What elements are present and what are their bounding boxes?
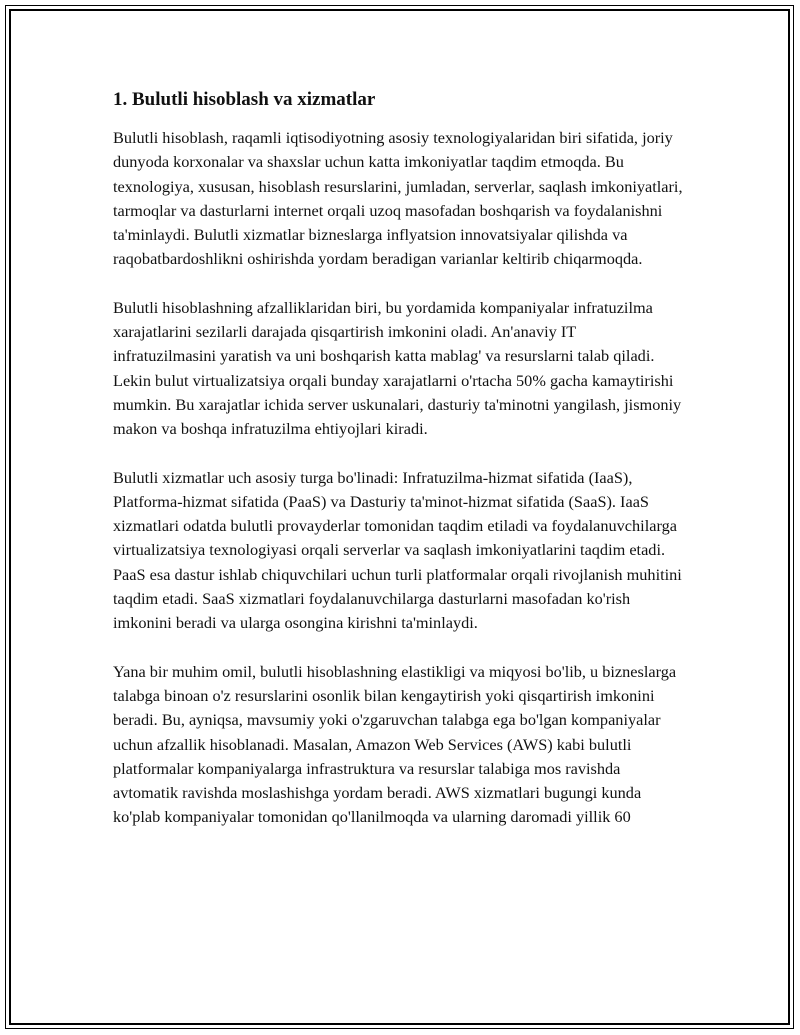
document-body bbox=[113, 88, 683, 854]
section-heading: 1. Bulutli hisoblash va xizmatlar bbox=[113, 89, 376, 110]
paragraph-3: Bulutli xizmatlar uch asosiy turga bo'linadi: Infratuzilma-hizmat sifatida (IaaS), Platforma-hizmat sifatida (PaaS) va Dasturiy ta'minot-hizmat sifatida (SaaS). IaaS xizmatlari odatda bulutli provayderlar tomonidan taqdim etiladi va foydalanuvchilarga virtualizatsiya texnologiyasi orqali serverlar va saqlash imkoniyatlarini taqdim etadi. PaaS esa dastur ishlab chiquvchilari uchun turli platformalar orqali rivojlanish muhitini taqdim etadi. SaaS xizmatlari foydalanuvchilarga dasturlarni masofadan ko'rish imkonini beradi va ularga osongina kirishni ta'minlaydi. bbox=[113, 467, 682, 633]
paragraph-4: Yana bir muhim omil, bulutli hisoblashning elastikligi va miqyosi bo'lib, u bizneslarga talabga binoan o'z resurslarini osonlik bilan kengaytirish yoki qisqartirish imkonini beradi. Bu, ayniqsa, mavsumiy yoki o'zgaruvchan talabga ega bo'lgan kompaniyalar uchun afzallik hisoblanadi. Masalan, Amazon Web Services (AWS) kabi bulutli platformalar kompaniyalarga infrastruktura va resurslar talabiga mos ravishda avtomatik ravishda moslashishga yordam beradi. AWS xizmatlari bugungi kunda ko'plab kompaniyalar tomonidan qo'llanilmoqda va ularning daromadi yillik 60 bbox=[113, 661, 677, 827]
paragraph-1: Bulutli hisoblash, raqamli iqtisodiyotning asosiy texnologiyalaridan biri sifatida, joriy dunyoda korxonalar va shaxslar uchun katta imkoniyatlar taqdim etmoqda. Bu texnologiya, xususan, hisoblash resurslarini, jumladan, serverlar, saqlash imkoniyatlari, tarmoqlar va dasturlarni internet orqali uzoq masofadan boshqarish va foydalanishni ta'minlaydi. Bulutli xizmatlar bizneslarga inflyatsion innovatsiyalar qilishda va raqobatbardoshlikni oshirishda yordam beradigan varianlar keltirib chiqarmoqda. bbox=[113, 128, 683, 269]
paragraph-2: Bulutli hisoblashning afzalliklaridan biri, bu yordamida kompaniyalar infratuzilma xarajatlarini sezilarli darajada qisqartirish imkonini oladi. An'anaviy IT infratuzilmasini yaratish va uni boshqarish katta mablag' va resurslarni talab qiladi. Lekin bulut virtualizatsiya orqali bunday xarajatlarni o'rtacha 50% gacha kamaytirishi mumkin. Bu xarajatlar ichida server uskunalari, dasturiy ta'minotni yangilash, jismoniy makon va boshqa infratuzilma ehtiyojlari kiradi. bbox=[113, 297, 682, 439]
